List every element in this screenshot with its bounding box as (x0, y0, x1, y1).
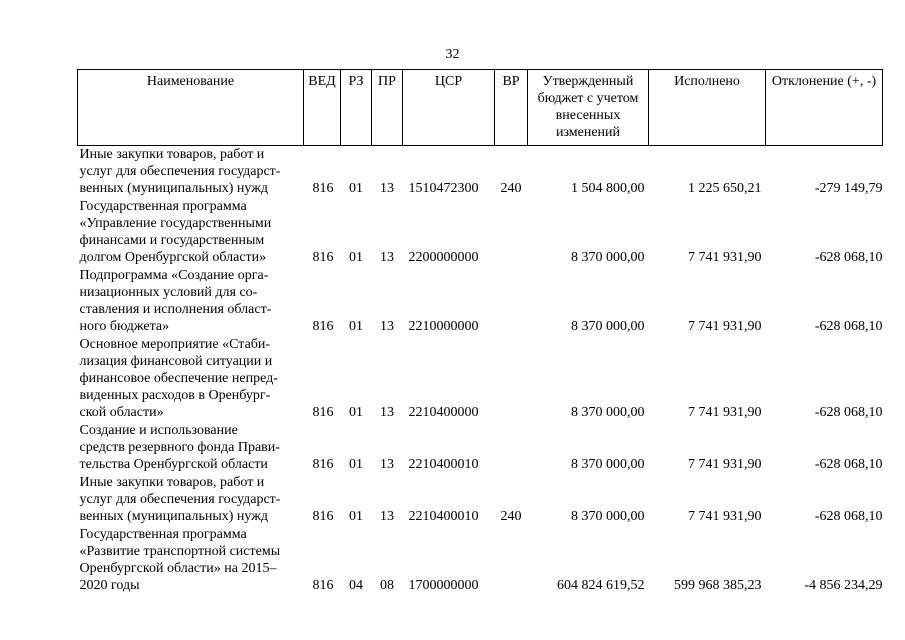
cell-ved: 816 (312, 457, 334, 472)
cell-approved: 8 370 000,00 (571, 319, 645, 334)
row-name-line: тельства Оренбургской области (79, 457, 268, 472)
table-header (78, 70, 883, 146)
cell-deviation: -628 068,10 (814, 319, 883, 334)
cell-ved: 816 (312, 405, 334, 420)
row-name-line: лизация финансовой ситуации и (79, 354, 273, 369)
cell-vr (495, 198, 528, 267)
col-header-rz: РЗ (341, 70, 372, 146)
cell-rz: 01 (349, 457, 363, 472)
col-header-executed: Исполнено (649, 70, 766, 146)
col-header-csr: ЦСР (403, 70, 495, 146)
cell-deviation: -628 068,10 (814, 405, 883, 420)
cell-ved: 816 (312, 319, 334, 334)
cell-ved: 816 (312, 250, 334, 265)
row-name-line: Иные закупки товаров, работ и (79, 147, 265, 162)
row-name (78, 198, 304, 267)
cell-vr (495, 336, 528, 422)
row-name-line: финансовое обеспечение непред- (79, 371, 278, 386)
row-name-line: виденных расходов в Оренбург- (79, 388, 271, 403)
row-name-line: венных (муниципальных) нужд (79, 509, 268, 524)
cell-approved: 1 504 800,00 (571, 181, 645, 196)
cell-executed: 7 741 931,90 (688, 405, 762, 420)
cell-csr: 2200000000 (408, 250, 479, 265)
row-name (78, 526, 304, 595)
col-header-name: Наименование (78, 70, 304, 146)
cell-rz: 04 (349, 578, 363, 593)
cell-csr: 1700000000 (408, 578, 479, 593)
cell-pr: 13 (380, 509, 394, 524)
cell-csr: 2210000000 (408, 319, 479, 334)
row-name-line: Государственная программа (79, 527, 247, 542)
cell-executed: 7 741 931,90 (688, 457, 762, 472)
table-row (78, 267, 883, 336)
cell-pr: 13 (380, 250, 394, 265)
row-name-line: «Управление государственными (79, 216, 272, 231)
row-name-line: Создание и использование (79, 423, 238, 438)
row-name (78, 422, 304, 474)
cell-rz: 01 (349, 181, 363, 196)
row-name-line: Оренбургской области» на 2015– (79, 561, 277, 576)
cell-pr: 08 (380, 578, 394, 593)
budget-table (77, 69, 883, 595)
row-name-line: долгом Оренбургской области» (79, 250, 267, 265)
col-header-deviation: Отклонение (+, -) (766, 70, 883, 146)
row-name-line: ской области» (79, 405, 164, 420)
row-name-line: Подпрограмма «Создание орга- (79, 268, 269, 283)
cell-approved: 604 824 619,52 (557, 578, 645, 593)
cell-rz: 01 (349, 405, 363, 420)
cell-rz: 01 (349, 250, 363, 265)
cell-deviation: -4 856 234,29 (804, 578, 883, 593)
row-name-line: услуг для обеспечения государст- (79, 164, 281, 179)
table-row (78, 422, 883, 474)
cell-deviation: -628 068,10 (814, 509, 883, 524)
cell-approved: 8 370 000,00 (571, 250, 645, 265)
row-name-line: средств резервного фонда Прави- (79, 440, 280, 455)
table-row (78, 526, 883, 595)
row-name (78, 336, 304, 422)
col-header-ved: ВЕД (304, 70, 341, 146)
cell-csr: 2210400010 (408, 457, 479, 472)
row-name-line: финансами и государственным (79, 233, 265, 248)
row-name-line: Основное мероприятие «Стаби- (79, 337, 271, 352)
cell-vr (495, 526, 528, 595)
cell-ved: 816 (312, 578, 334, 593)
row-name-line: ного бюджета» (79, 319, 170, 334)
cell-deviation: -628 068,10 (814, 457, 883, 472)
cell-rz: 01 (349, 509, 363, 524)
cell-pr: 13 (380, 405, 394, 420)
cell-pr: 13 (380, 181, 394, 196)
row-name-line: Иные закупки товаров, работ и (79, 475, 265, 490)
row-name-line: ставления и исполнения област- (79, 302, 272, 317)
row-name (78, 267, 304, 336)
cell-csr: 2210400010 (408, 509, 479, 524)
table-row (78, 146, 883, 199)
cell-vr (495, 267, 528, 336)
cell-pr: 13 (380, 457, 394, 472)
cell-ved: 816 (312, 509, 334, 524)
cell-vr (495, 422, 528, 474)
cell-ved: 816 (312, 181, 334, 196)
row-name-line: 2020 годы (79, 578, 140, 593)
cell-approved: 8 370 000,00 (571, 509, 645, 524)
cell-vr: 240 (500, 181, 522, 196)
row-name-line: «Развитие транспортной системы (79, 544, 281, 559)
cell-csr: 2210400000 (408, 405, 479, 420)
cell-approved: 8 370 000,00 (571, 405, 645, 420)
col-header-vr: ВР (495, 70, 528, 146)
row-name (78, 146, 304, 199)
cell-executed: 7 741 931,90 (688, 250, 762, 265)
cell-executed: 7 741 931,90 (688, 509, 762, 524)
row-name-line: низационных условий для со- (79, 285, 258, 300)
cell-vr: 240 (500, 509, 522, 524)
row-name-line: Государственная программа (79, 199, 247, 214)
row-name (78, 474, 304, 526)
cell-executed: 599 968 385,23 (674, 578, 762, 593)
table-row (78, 198, 883, 267)
table-row (78, 336, 883, 422)
col-header-pr: ПР (372, 70, 403, 146)
cell-deviation: -628 068,10 (814, 250, 883, 265)
cell-csr: 1510472300 (408, 181, 479, 196)
cell-rz: 01 (349, 319, 363, 334)
row-name-line: венных (муниципальных) нужд (79, 181, 268, 196)
table-body (78, 146, 883, 596)
cell-pr: 13 (380, 319, 394, 334)
cell-deviation: -279 149,79 (814, 181, 883, 196)
row-name-line: услуг для обеспечения государст- (79, 492, 281, 507)
cell-approved: 8 370 000,00 (571, 457, 645, 472)
table-row (78, 474, 883, 526)
cell-executed: 1 225 650,21 (688, 181, 762, 196)
col-header-approved: Утвержденный бюджет с учетом внесенных изменений (528, 70, 649, 146)
cell-executed: 7 741 931,90 (688, 319, 762, 334)
page-number: 32 (445, 47, 460, 62)
